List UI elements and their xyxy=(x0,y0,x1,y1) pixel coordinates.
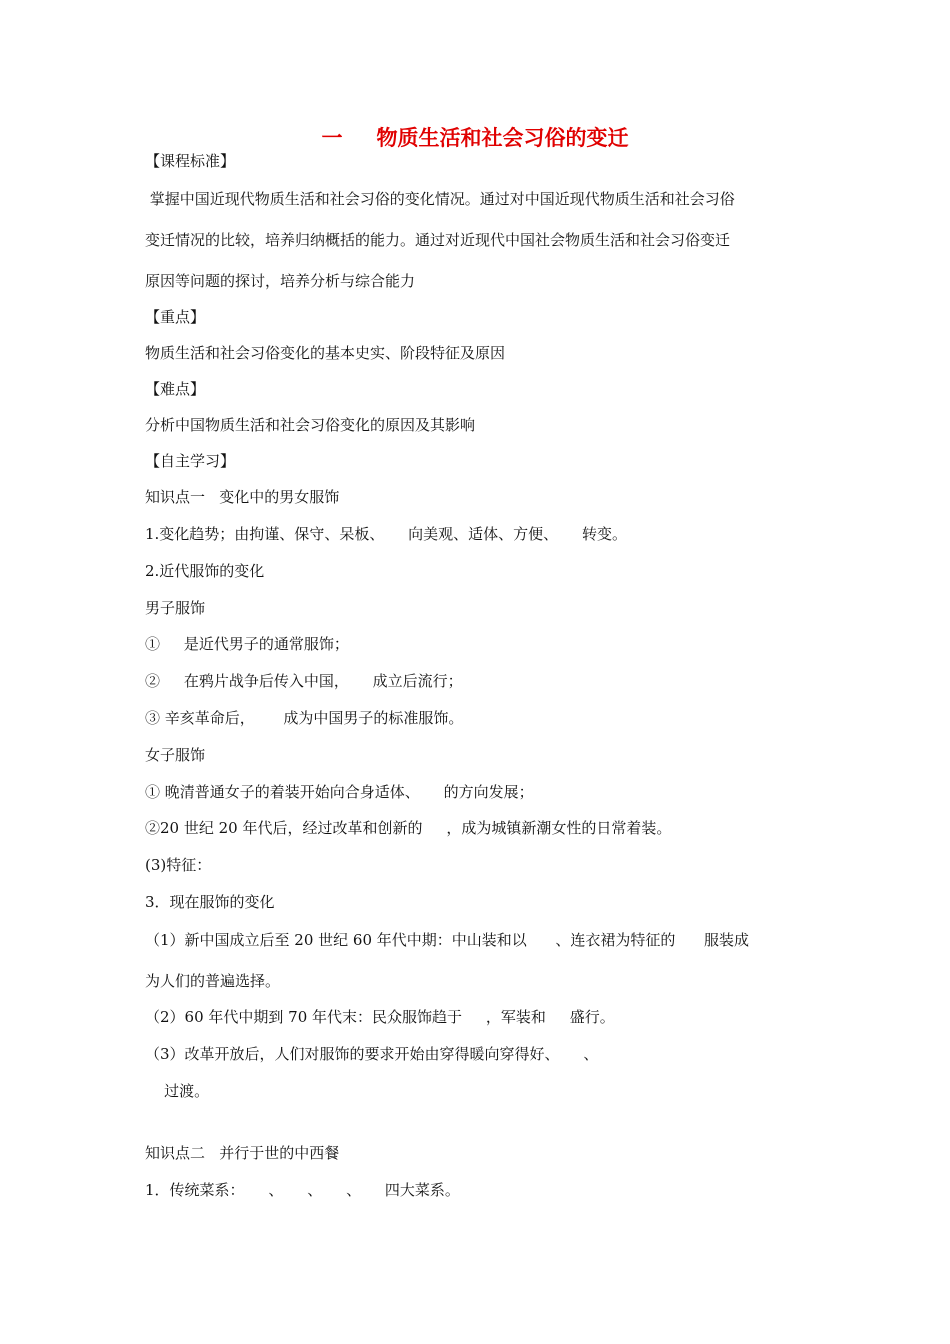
paragraph-line: ① 是近代男子的通常服饰； xyxy=(145,635,349,653)
paragraph-line: 女子服饰 xyxy=(145,746,206,764)
section-heading: 知识点二 并行于世的中西餐 xyxy=(145,1144,340,1162)
heading-key-points: 【重点】 xyxy=(145,308,206,326)
paragraph-line: 过渡。 xyxy=(145,1082,210,1100)
heading-self-study: 【自主学习】 xyxy=(145,452,236,470)
paragraph-line: （2）60 年代中期到 70 年代末：民众服饰趋于 ，军装和 盛行。 xyxy=(145,1008,615,1026)
paragraph-line: ②20 世纪 20 年代后，经过改革和创新的 ，成为城镇新潮女性的日常着装。 xyxy=(145,819,672,837)
paragraph-line: 男子服饰 xyxy=(145,599,206,617)
section-heading: 知识点一 变化中的男女服饰 xyxy=(145,488,340,506)
paragraph-line: (3)特征： xyxy=(145,856,212,874)
paragraph-line: 分析中国物质生活和社会习俗变化的原因及其影响 xyxy=(145,416,476,434)
paragraph-line: 原因等问题的探讨，培养分析与综合能力 xyxy=(145,272,416,290)
title-text: 物质生活和社会习俗的变迁 xyxy=(376,126,629,150)
paragraph-line: 3．现在服饰的变化 xyxy=(145,893,275,911)
title-number: 一 xyxy=(321,126,343,150)
paragraph-line: 为人们的普遍选择。 xyxy=(145,972,281,990)
paragraph-line: （3）改革开放后，人们对服饰的要求开始由穿得暖向穿得好、 、 xyxy=(145,1045,599,1063)
paragraph-line: ② 在鸦片战争后传入中国， 成立后流行； xyxy=(145,672,463,690)
heading-difficulties: 【难点】 xyxy=(145,380,206,398)
page-title xyxy=(0,122,950,152)
paragraph-line: （1）新中国成立后至 20 世纪 60 年代中期：中山装和以 、连衣裙为特征的 服装成 xyxy=(145,931,750,949)
heading-curriculum-standard: 【课程标准】 xyxy=(145,152,236,170)
paragraph-line: 变迁情况的比较，培养归纳概括的能力。通过对近现代中国社会物质生活和社会习俗变迁 xyxy=(145,231,731,249)
paragraph-line: ① 晚清普通女子的着装开始向合身适体、 的方向发展； xyxy=(145,783,534,801)
paragraph-line: 物质生活和社会习俗变化的基本史实、阶段特征及原因 xyxy=(145,344,506,362)
paragraph-line: ③ 辛亥革命后， 成为中国男子的标准服饰。 xyxy=(145,709,464,727)
paragraph-line: 1.变化趋势；由拘谨、保守、呆板、 向美观、适体、方便、 转变。 xyxy=(145,525,627,543)
paragraph-line: 1．传统菜系： 、 、 、 四大菜系。 xyxy=(145,1181,460,1199)
paragraph-line: 掌握中国近现代物质生活和社会习俗的变化情况。通过对中国近现代物质生活和社会习俗 xyxy=(145,190,735,208)
paragraph-line: 2.近代服饰的变化 xyxy=(145,562,265,580)
